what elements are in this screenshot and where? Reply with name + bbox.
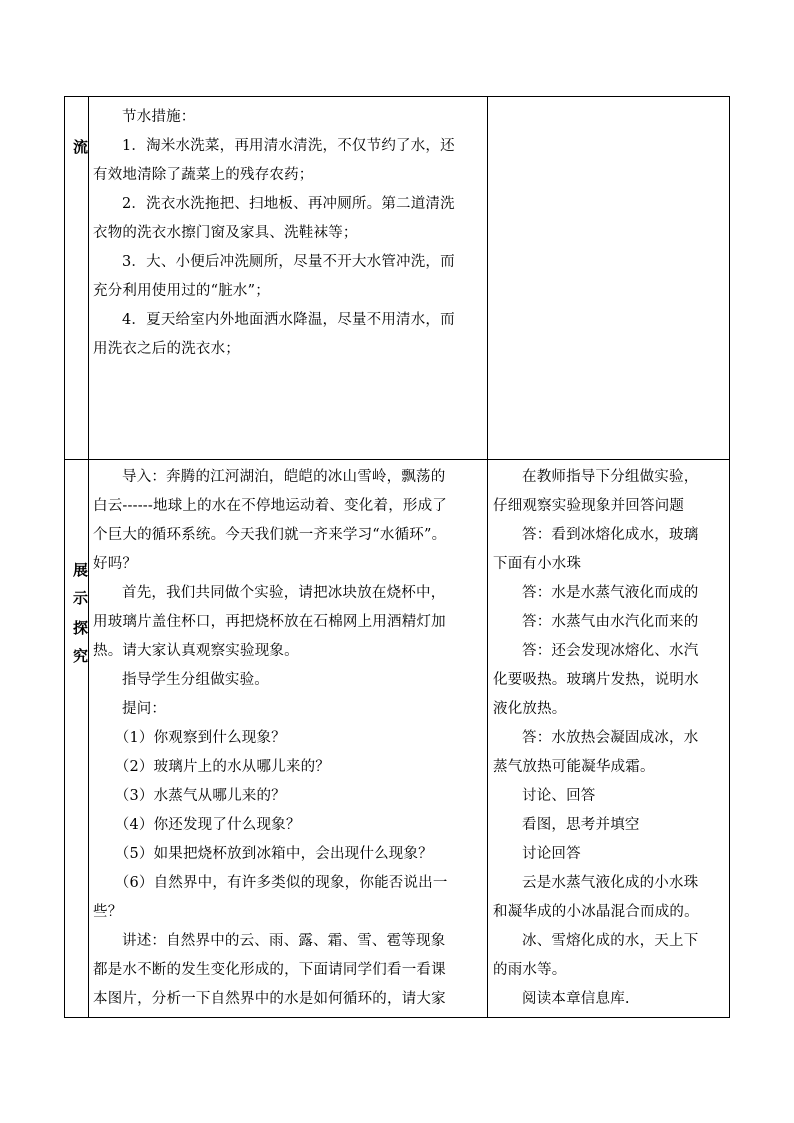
answer-line: 答：水放热会凝固成冰，水 [522,730,699,746]
answer-line: 看图，思考并填空 [522,817,640,833]
question-line: （1）你观察到什么现象？ [114,730,286,746]
paragraph-line: 有效地清除了蔬菜上的残存农药； [93,167,314,183]
paragraph-line: 3．大、小便后冲洗厕所，尽量不开大水管冲洗，而 [122,254,455,270]
answer-line: 仔细观察实验现象并回答问题 [493,498,685,514]
side-char: 探 [73,619,89,637]
answer-line: 在教师指导下分组做实验， [522,469,699,485]
question-line: （6）自然界中，有许多类似的现象，你能否说出一 [114,875,448,891]
paragraph-line: 4．夏天给室内外地面洒水降温，尽量不用清水，而 [122,312,455,328]
paragraph-line: 首先，我们共同做个实验，请把冰块放在烧杯中， [122,585,446,601]
question-line: （4）你还发现了什么现象？ [114,817,301,833]
side-char: 展 [73,561,89,579]
question-line: （5）如果把烧杯放到冰箱中，会出现什么现象？ [114,846,433,862]
answer-line: 的雨水等。 [493,962,567,978]
paragraph-line: 都是水不断的发生变化形成的，下面请同学们看一看课 [93,962,446,978]
paragraph-line: 用洗衣之后的洗衣水； [93,341,240,357]
answer-line: 液化放热。 [493,701,567,717]
paragraph-line: 好吗？ [93,556,138,572]
row2-left-cell [93,463,485,1014]
paragraph-line: 2．洗衣水洗拖把、扫地板、再冲厕所。第二道清洗 [122,196,455,212]
paragraph-line: 讲述：自然界中的云、雨、露、霜、雪、雹等现象 [122,933,446,949]
paragraph-line: 白云------地球上的水在不停地运动着、变化着，形成了 [93,498,447,514]
answer-line: 讨论、回答 [522,788,596,804]
side-char: 流 [73,138,89,156]
column-divider-main [487,97,488,1017]
answer-line: 云是水蒸气液化成的小水珠 [522,875,699,891]
answer-line: 蒸气放热可能凝华成霜。 [493,759,655,775]
side-char: 示 [73,589,89,607]
paragraph-line: 节水措施： [122,109,196,125]
paragraph-line: 个巨大的循环系统。今天我们就一齐来学习“水循环”。 [93,527,447,543]
answer-line: 答：水蒸气由水汽化而来的 [522,614,699,630]
row2-side-label [65,460,89,1017]
answer-line: 讨论回答 [522,846,581,862]
row1-side-label [65,97,89,459]
row1-left-cell [93,103,485,364]
row2-right-cell [493,463,727,1014]
answer-line: 答：还会发现冰熔化、水汽 [522,643,699,659]
answer-line: 冰、雪熔化成的水，天上下 [522,933,699,949]
question-line: （3）水蒸气从哪儿来的？ [114,788,286,804]
paragraph-line: 些？ [93,904,123,920]
paragraph-line: 本图片，分析一下自然界中的水是如何循环的，请大家 [93,991,446,1007]
answer-line: 阅读本章信息库. [522,991,630,1007]
paragraph-line: 指导学生分组做实验。 [122,672,269,688]
side-char: 究 [73,647,89,665]
paragraph-line: 充分利用使用过的“脏水”； [93,283,270,299]
lesson-plan-table [64,96,730,1018]
answer-line: 和凝华成的小冰晶混合而成的。 [493,904,699,920]
paragraph-line: 导入：奔腾的江河湖泊，皑皑的冰山雪岭，飘荡的 [122,469,446,485]
paragraph-line: 用玻璃片盖住杯口，再把烧杯放在石棉网上用酒精灯加 [93,614,446,630]
answer-line: 答：看到冰熔化成水，玻璃 [522,527,699,543]
paragraph-line: 1．淘米水洗菜，再用清水清洗，不仅节约了水，还 [122,138,455,154]
paragraph-line: 提问： [122,701,167,717]
answer-line: 答：水是水蒸气液化而成的 [522,585,699,601]
paragraph-line: 衣物的洗衣水擦门窗及家具、洗鞋袜等； [93,225,358,241]
row-divider [65,459,729,460]
answer-line: 化要吸热。玻璃片发热，说明水 [493,672,699,688]
paragraph-line: 热。请大家认真观察实验现象。 [93,643,299,659]
question-line: （2）玻璃片上的水从哪儿来的？ [114,759,330,775]
answer-line: 下面有小水珠 [493,556,582,572]
